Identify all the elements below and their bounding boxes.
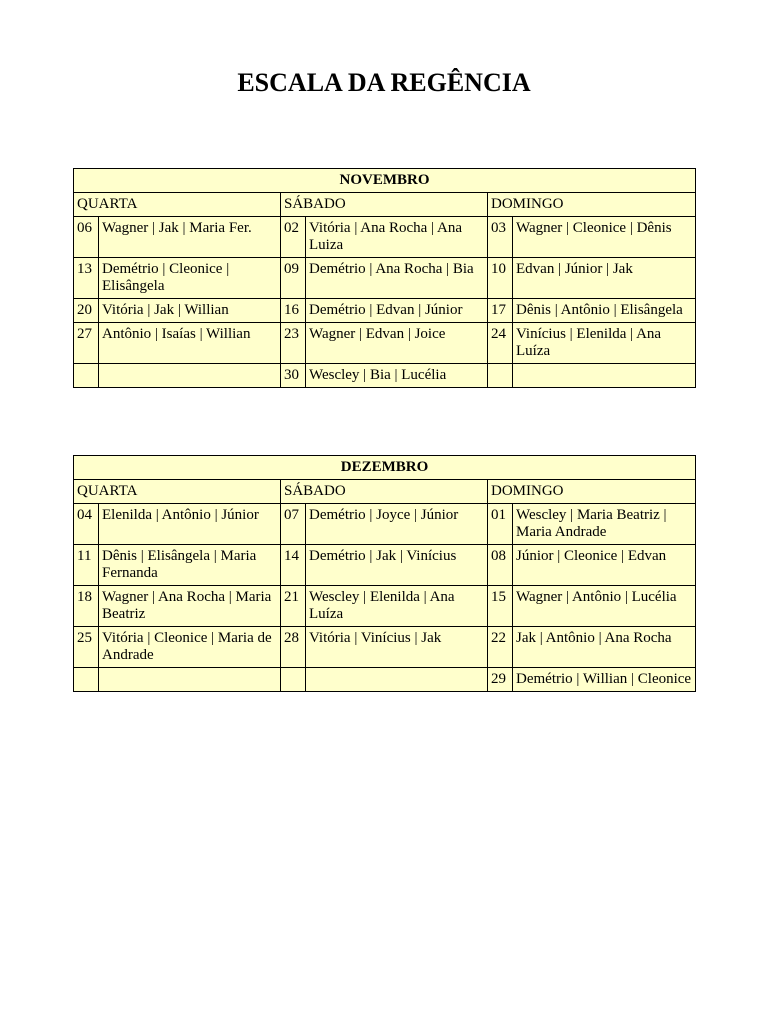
day-number-cell	[74, 668, 99, 692]
schedule-row	[74, 668, 696, 692]
schedule-row	[74, 545, 696, 586]
schedule-row	[74, 364, 696, 388]
singers-cell: Edvan | Júnior | Jak	[513, 258, 696, 299]
day-number-cell: 24	[488, 323, 513, 364]
singers-cell: Dênis | Antônio | Elisângela	[513, 299, 696, 323]
singers-cell	[306, 668, 488, 692]
singers-cell: Vitória | Ana Rocha | Ana Luiza	[306, 217, 488, 258]
schedule-table-december	[73, 455, 696, 692]
singers-cell: Demétrio | Ana Rocha | Bia	[306, 258, 488, 299]
singers-cell: Júnior | Cleonice | Edvan	[513, 545, 696, 586]
day-number-cell: 29	[488, 668, 513, 692]
page-title: ESCALA DA REGÊNCIA	[237, 68, 531, 97]
weekday-header-row	[74, 480, 696, 504]
weekday-header: DOMINGO	[488, 193, 696, 217]
singers-cell: Vitória | Jak | Willian	[99, 299, 281, 323]
singers-cell: Wagner | Cleonice | Dênis	[513, 217, 696, 258]
singers-cell: Wagner | Jak | Maria Fer.	[99, 217, 281, 258]
day-number-cell: 18	[74, 586, 99, 627]
singers-cell	[513, 364, 696, 388]
schedule-row	[74, 323, 696, 364]
day-number-cell: 10	[488, 258, 513, 299]
schedule-row	[74, 299, 696, 323]
day-number-cell: 07	[281, 504, 306, 545]
day-number-cell: 09	[281, 258, 306, 299]
singers-cell: Vitória | Vinícius | Jak	[306, 627, 488, 668]
singers-cell: Antônio | Isaías | Willian	[99, 323, 281, 364]
weekday-header: QUARTA	[74, 193, 281, 217]
schedule-row	[74, 627, 696, 668]
singers-cell: Wescley | Elenilda | Ana Luíza	[306, 586, 488, 627]
singers-cell	[99, 364, 281, 388]
weekday-header: DOMINGO	[488, 480, 696, 504]
singers-cell: Dênis | Elisângela | Maria Fernanda	[99, 545, 281, 586]
day-number-cell: 03	[488, 217, 513, 258]
singers-cell: Wagner | Edvan | Joice	[306, 323, 488, 364]
day-number-cell: 14	[281, 545, 306, 586]
day-number-cell: 27	[74, 323, 99, 364]
day-number-cell: 04	[74, 504, 99, 545]
day-number-cell: 11	[74, 545, 99, 586]
day-number-cell: 30	[281, 364, 306, 388]
day-number-cell: 25	[74, 627, 99, 668]
schedule-row	[74, 504, 696, 545]
day-number-cell: 13	[74, 258, 99, 299]
day-number-cell: 28	[281, 627, 306, 668]
day-number-cell: 20	[74, 299, 99, 323]
day-number-cell	[281, 668, 306, 692]
day-number-cell: 01	[488, 504, 513, 545]
singers-cell: Jak | Antônio | Ana Rocha	[513, 627, 696, 668]
weekday-header: QUARTA	[74, 480, 281, 504]
singers-cell: Vitória | Cleonice | Maria de Andrade	[99, 627, 281, 668]
day-number-cell: 23	[281, 323, 306, 364]
day-number-cell: 08	[488, 545, 513, 586]
day-number-cell: 06	[74, 217, 99, 258]
singers-cell: Demétrio | Willian | Cleonice	[513, 668, 696, 692]
month-header-row	[74, 456, 696, 480]
schedule-row	[74, 258, 696, 299]
singers-cell: Demétrio | Edvan | Júnior	[306, 299, 488, 323]
day-number-cell: 17	[488, 299, 513, 323]
schedule-row	[74, 586, 696, 627]
singers-cell: Wescley | Bia | Lucélia	[306, 364, 488, 388]
weekday-header: SÁBADO	[281, 193, 488, 217]
weekday-header: SÁBADO	[281, 480, 488, 504]
day-number-cell: 22	[488, 627, 513, 668]
singers-cell: Elenilda | Antônio | Júnior	[99, 504, 281, 545]
singers-cell: Demétrio | Joyce | Júnior	[306, 504, 488, 545]
month-header: DEZEMBRO	[74, 456, 696, 480]
singers-cell: Demétrio | Cleonice | Elisângela	[99, 258, 281, 299]
day-number-cell: 15	[488, 586, 513, 627]
singers-cell	[99, 668, 281, 692]
day-number-cell: 02	[281, 217, 306, 258]
schedule-row	[74, 217, 696, 258]
day-number-cell: 21	[281, 586, 306, 627]
singers-cell: Demétrio | Jak | Vinícius	[306, 545, 488, 586]
schedule-table-november	[73, 168, 696, 388]
singers-cell: Wagner | Antônio | Lucélia	[513, 586, 696, 627]
weekday-header-row	[74, 193, 696, 217]
singers-cell: Wagner | Ana Rocha | Maria Beatriz	[99, 586, 281, 627]
singers-cell: Vinícius | Elenilda | Ana Luíza	[513, 323, 696, 364]
day-number-cell	[488, 364, 513, 388]
day-number-cell	[74, 364, 99, 388]
month-header: NOVEMBRO	[74, 169, 696, 193]
singers-cell: Wescley | Maria Beatriz | Maria Andrade	[513, 504, 696, 545]
month-header-row	[74, 169, 696, 193]
day-number-cell: 16	[281, 299, 306, 323]
